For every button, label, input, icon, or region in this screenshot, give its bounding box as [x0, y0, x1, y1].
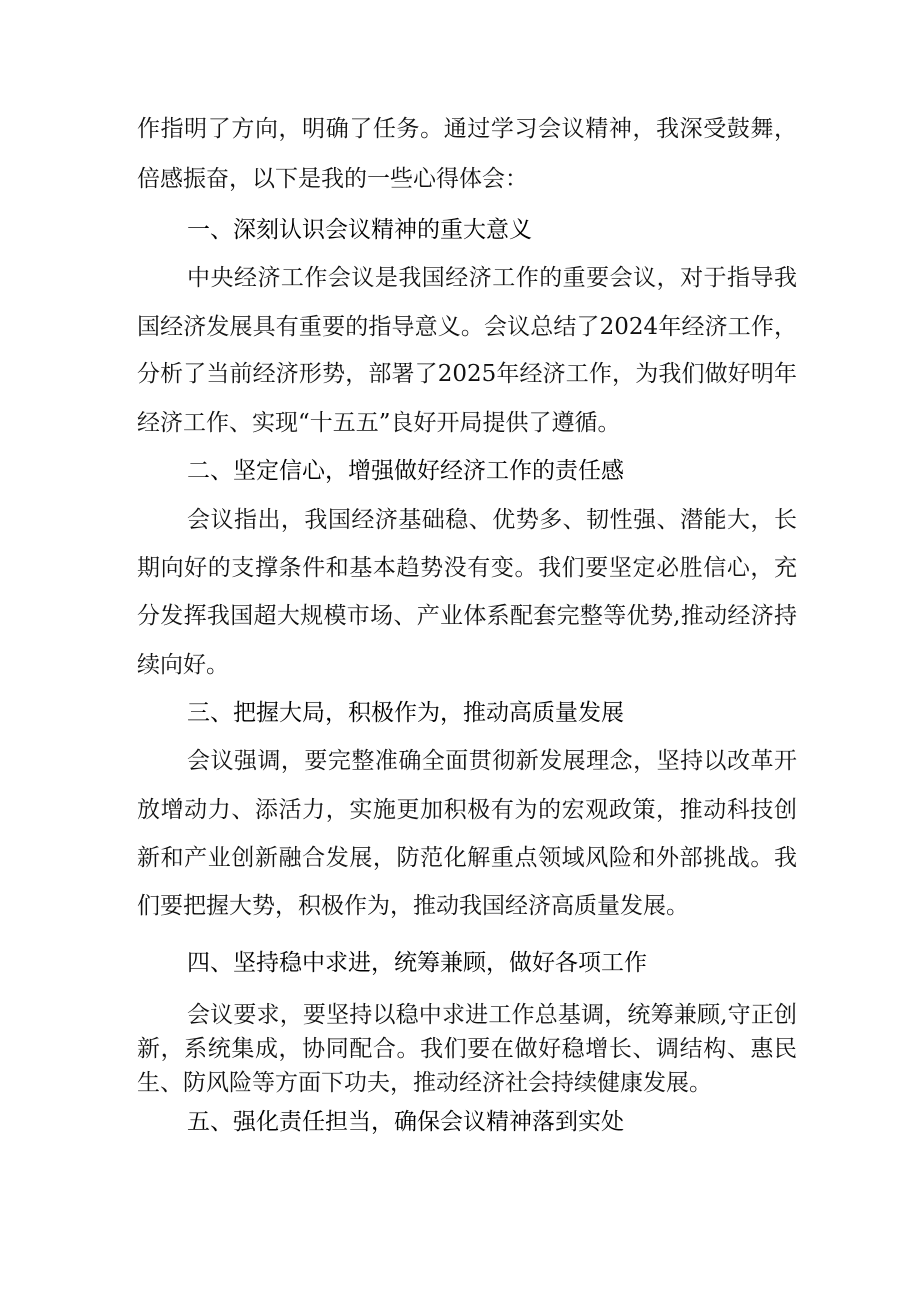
- section-1-line-3: 分析了当前经济形势，部署了2025年经济工作，为我们做好明年: [137, 361, 797, 387]
- section-2-line-4: 续向好。: [137, 652, 229, 678]
- section-3-line-2: 放增动力、添活力，实施更加积极有为的宏观政策，推动科技创: [137, 797, 797, 823]
- section-5-heading: 五、强化责任担当，确保会议精神落到实处: [187, 1109, 624, 1135]
- section-2-line-2: 期向好的支撑条件和基本趋势没有变。我们要坚定必胜信心，充: [137, 555, 797, 581]
- section-4-line-1: 会议要求，要坚持以稳中求进工作总基调，统筹兼顾,守正创: [187, 1002, 797, 1028]
- section-1-line-1: 中央经济工作会议是我国经济工作的重要会议，对于指导我: [187, 265, 797, 291]
- section-3-heading: 三、把握大局，积极作为，推动高质量发展: [187, 700, 624, 726]
- section-3-line-4: 们要把握大势，积极作为，推动我国经济高质量发展。: [137, 893, 689, 919]
- section-2-line-3: 分发挥我国超大规模市场、产业体系配套完整等优势,推动经济持: [137, 603, 797, 629]
- section-3-line-3: 新和产业创新融合发展，防范化解重点领域风险和外部挑战。我: [137, 845, 797, 871]
- section-4-line-2: 新，系统集成，协同配合。我们要在做好稳增长、调结构、惠民: [137, 1036, 797, 1062]
- section-2-heading: 二、坚定信心，增强做好经济工作的责任感: [187, 458, 624, 484]
- section-1-line-2: 国经济发展具有重要的指导意义。会议总结了2024年经济工作，: [137, 314, 797, 340]
- intro-line-2: 倍感振奋，以下是我的一些心得体会：: [137, 166, 528, 192]
- section-3-line-1: 会议强调，要完整准确全面贯彻新发展理念，坚持以改革开: [187, 748, 797, 774]
- section-1-line-4: 经济工作、实现“十五五”良好开局提供了遵循。: [137, 410, 621, 436]
- section-2-line-1: 会议指出，我国经济基础稳、优势多、韧性强、潜能大，长: [187, 507, 797, 533]
- section-4-heading: 四、坚持稳中求进，统筹兼顾，做好各项工作: [187, 950, 647, 976]
- section-4-line-3: 生、防风险等方面下功夫，推动经济社会持续健康发展。: [137, 1070, 712, 1096]
- section-1-heading: 一、深刻认识会议精神的重大意义: [187, 217, 532, 243]
- intro-line-1: 作指明了方向，明确了任务。通过学习会议精神，我深受鼓舞，: [137, 116, 797, 142]
